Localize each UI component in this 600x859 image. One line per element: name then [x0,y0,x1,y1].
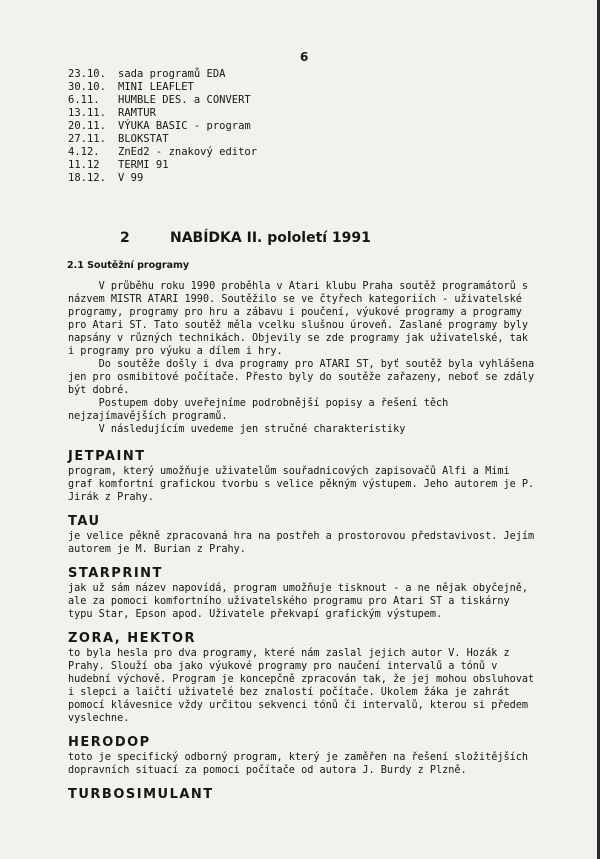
schedule-row [68,146,257,159]
intro-line: názvem MISTR ATARI 1990. Soutěžilo se ve čtyřech kategoriích - uživatelské [68,294,522,305]
schedule-row [68,107,257,120]
program-description-line: ale za pomoci komfortního uživatelského programu pro Atari ST a tiskárny [68,596,510,607]
schedule-title: V 99 [118,172,144,184]
intro-line: Do soutěže došly i dva programy pro ATARI ST, byť soutěž byla vyhlášena [68,359,535,370]
intro-text [68,280,548,436]
program-description-line: i slepci a laičtí uživatelé bez znalostí počítače. Úkolem žáka je zahrát [68,687,510,698]
intro-line: programy, programy pro hru a zábavu i poučení, výukové programy a programy [68,307,522,318]
program-description [68,465,558,504]
program-description [68,582,558,621]
program-name: ZORA, HEKTOR [68,631,197,646]
schedule-date: 20.11. [68,120,106,132]
program-description-line: toto je specifický odborný program, který je zaměřen na řešení složitějších [68,752,529,763]
program-entry [68,630,558,725]
intro-line: napsány v různých technikách. Objevily se zde programy jak uživatelské, tak [68,333,529,344]
intro-line: jen pro osmibitové počítače. Přesto byly do soutěže zařazeny, neboť se zdály [68,372,535,383]
program-description-line: program, který umožňuje uživatelům souřadnicových zapisovačů Alfi a Mimi [68,466,510,477]
program-description [68,530,558,556]
schedule-row [68,94,257,107]
program-name: STARPRINT [68,566,163,581]
program-description [68,751,558,777]
program-description-line: graf komfortní grafickou tvorbu s velice pěkným výstupem. Jeho autorem je P. [68,479,535,490]
schedule-title: ZnEd2 - znakový editor [118,146,258,158]
schedule-title: VÝUKA BASIC - program [118,120,251,132]
schedule-title: MINI LEAFLET [118,81,194,93]
schedule-date: 30.10. [68,81,106,93]
program-description-line: vyslechne. [68,713,130,724]
intro-line: pro Atari ST. Tato soutěž měla vcelku slušnou úroveň. Zaslané programy byly [68,320,529,331]
schedule-row [68,172,257,185]
program-description-line: hudební výchově. Program je koncepčně zpracován tak, že jej mohou obsluhovat [68,674,535,685]
intro-line: Postupem doby uveřejníme podrobnější popisy a řešení těch [68,398,449,409]
program-entry [68,734,558,777]
subsection-heading: 2.1 Soutěžní programy [67,260,190,271]
program-description-line: pomocí klávesnice vždy určitou sekvenci tónů či intervalů, kterou si předem [68,700,529,711]
schedule-row [68,68,257,81]
program-entry [68,786,558,803]
intro-line: V následujícím uvedeme jen stručné charakteristiky [68,424,406,435]
schedule-date: 11.12 [68,159,100,171]
program-description-line: Jirák z Prahy. [68,492,154,503]
program-description-line: autorem je M. Burian z Prahy. [68,544,246,555]
section-title: NABÍDKA II. pololetí 1991 [170,230,371,246]
schedule-date: 27.11. [68,133,106,145]
program-entry [68,448,558,504]
schedule-date: 4.12. [68,146,100,158]
program-description-line: je velice pěkně zpracovaná hra na postřeh a prostorovou představivost. Jejím [68,531,535,542]
schedule-title: HUMBLE DES. a CONVERT [118,94,251,106]
schedule-date: 23.10. [68,68,106,80]
schedule-title: TERMI 91 [118,159,169,171]
schedule-date: 13.11. [68,107,106,119]
program-description-line: dopravních situací za pomoci počítače od autora J. Burdy z Plzně. [68,765,467,776]
program-entry [68,513,558,556]
schedule-date: 6.11. [68,94,100,106]
page-number: 6 [300,50,309,64]
section-number: 2 [120,230,130,246]
program-list [68,448,558,812]
program-name: JETPAINT [68,449,146,464]
program-description-line: to byla hesla pro dva programy, které nám zaslal jejich autor V. Hozák z [68,648,510,659]
program-description-line: Prahy. Slouží oba jako výukové programy pro naučení intervalů a tónů v [68,661,498,672]
intro-line: být dobré. [68,385,130,396]
schedule-date: 18.12. [68,172,106,184]
section-heading [120,230,371,246]
program-description [68,647,558,725]
schedule-row [68,133,257,146]
intro-line: i programy pro výuku a dílem i hry. [68,346,283,357]
intro-line: nejzajímavějších programů. [68,411,228,422]
program-name: HERODOP [68,735,151,750]
schedule-list [68,68,257,185]
schedule-title: RAMTUR [118,107,156,119]
program-entry [68,565,558,621]
schedule-row [68,159,257,172]
schedule-row [68,120,257,133]
program-description-line: typu Star, Epson apod. Uživatele překvapí grafickým výstupem. [68,609,443,620]
schedule-row [68,81,257,94]
program-description-line: jak už sám název napovídá, program umožňuje tisknout - a ne nějak obyčejně, [68,583,529,594]
schedule-title: sada programů EDA [118,68,226,80]
schedule-title: BLOKSTAT [118,133,169,145]
intro-line: V průběhu roku 1990 proběhla v Atari klubu Praha soutěž programátorů s [68,281,529,292]
program-name: TAU [68,514,101,529]
program-name: TURBOSIMULANT [68,787,214,802]
